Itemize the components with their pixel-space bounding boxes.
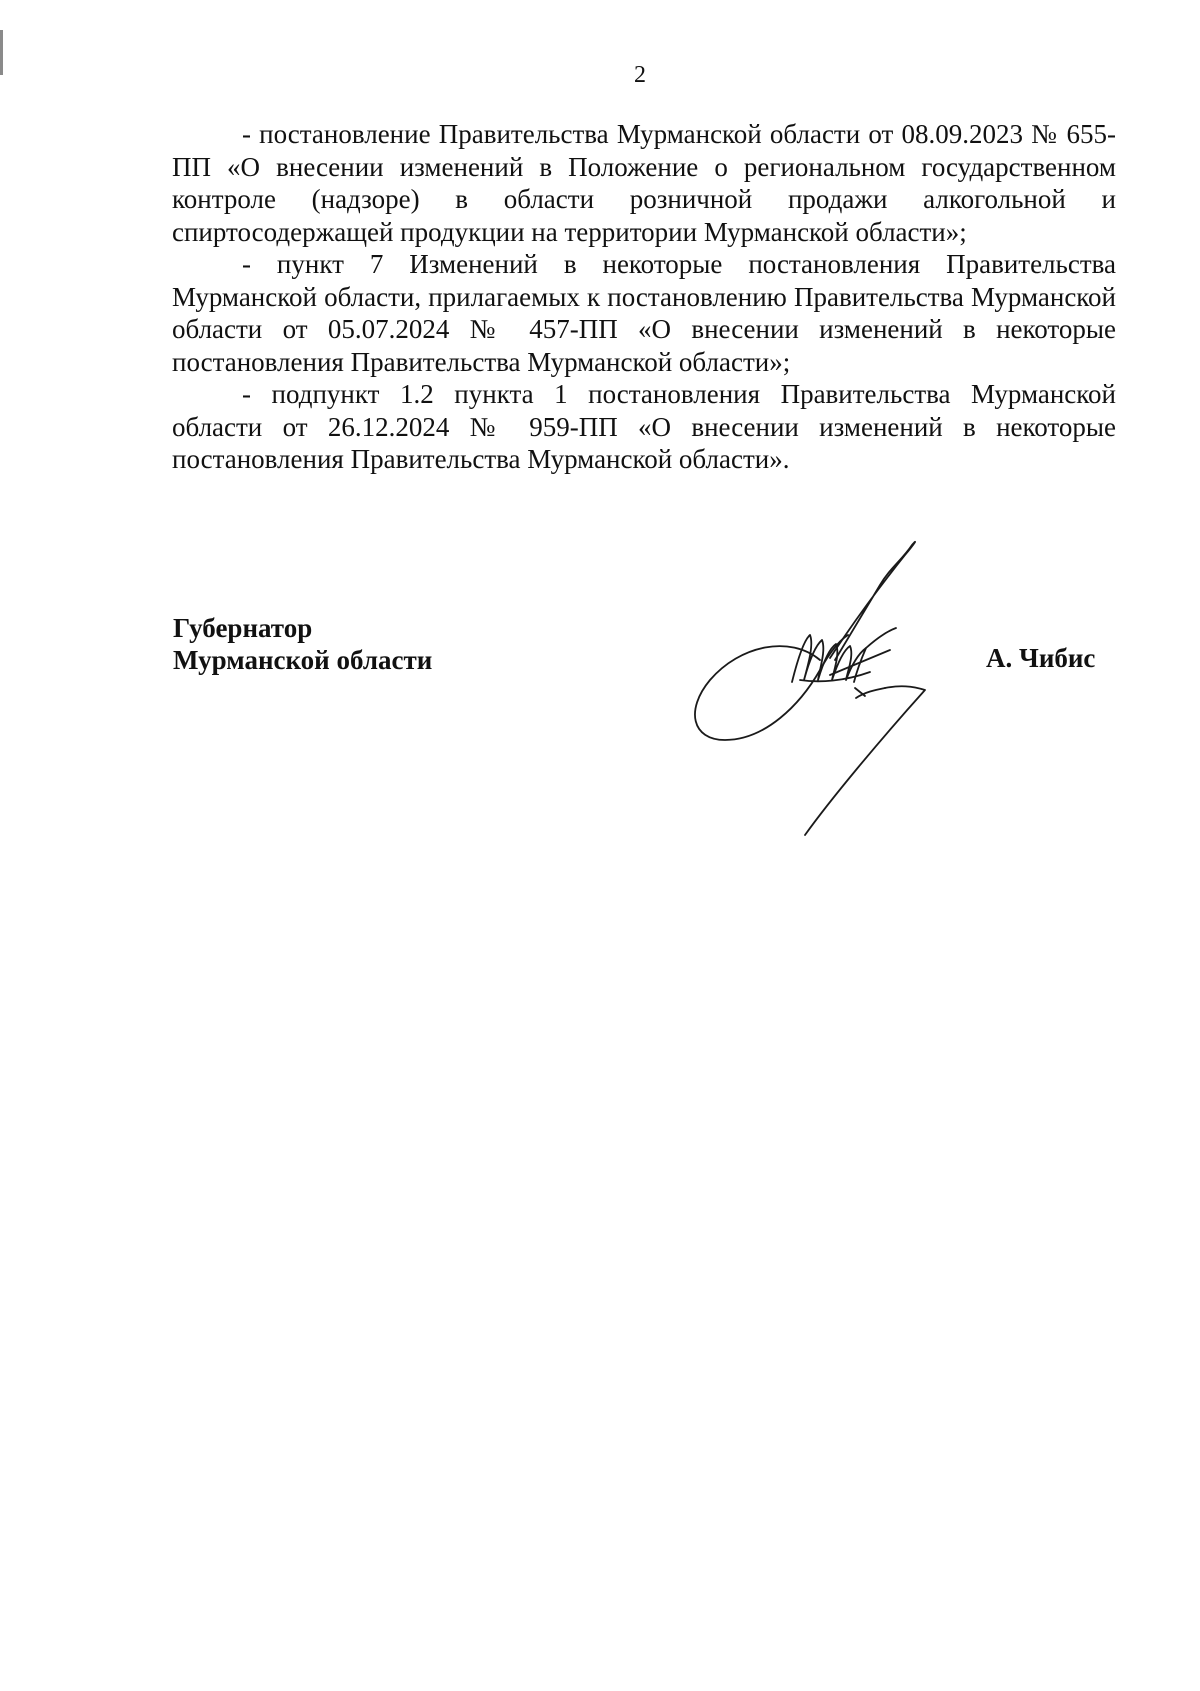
list-item: - постановление Правительства Мурманской области от 08.09.2023 № 655-ПП «О внесении изменений в Положение о региональном государственном контроле (надзоре) в области розничной продажи алкогольной и спиртосодержащей продукции на территории Мурманской области»; xyxy=(172,119,1116,247)
list-item: - пункт 7 Изменений в некоторые постановления Правительства Мурманской области, прилагаемых к постановлению Правительства Мурманской области от 05.07.2024 № 457-ПП «О внесении изменений в некоторые постановления Правительства Мурманской области»; xyxy=(172,249,1116,377)
signatory-position-line2: Мурманской области xyxy=(173,645,433,675)
handwritten-signature xyxy=(680,540,960,840)
list-item: - подпункт 1.2 пункта 1 постановления Правительства Мурманской области от 26.12.2024 № 959-ПП «О внесении изменений в некоторые постановления Правительства Мурманской области». xyxy=(172,379,1116,474)
document-body xyxy=(172,118,1116,476)
signatory-position xyxy=(173,612,432,676)
signatory-name: А. Чибис xyxy=(986,643,1096,673)
page-number: 2 xyxy=(634,62,646,88)
signatory-position-line1: Губернатор xyxy=(173,613,313,643)
